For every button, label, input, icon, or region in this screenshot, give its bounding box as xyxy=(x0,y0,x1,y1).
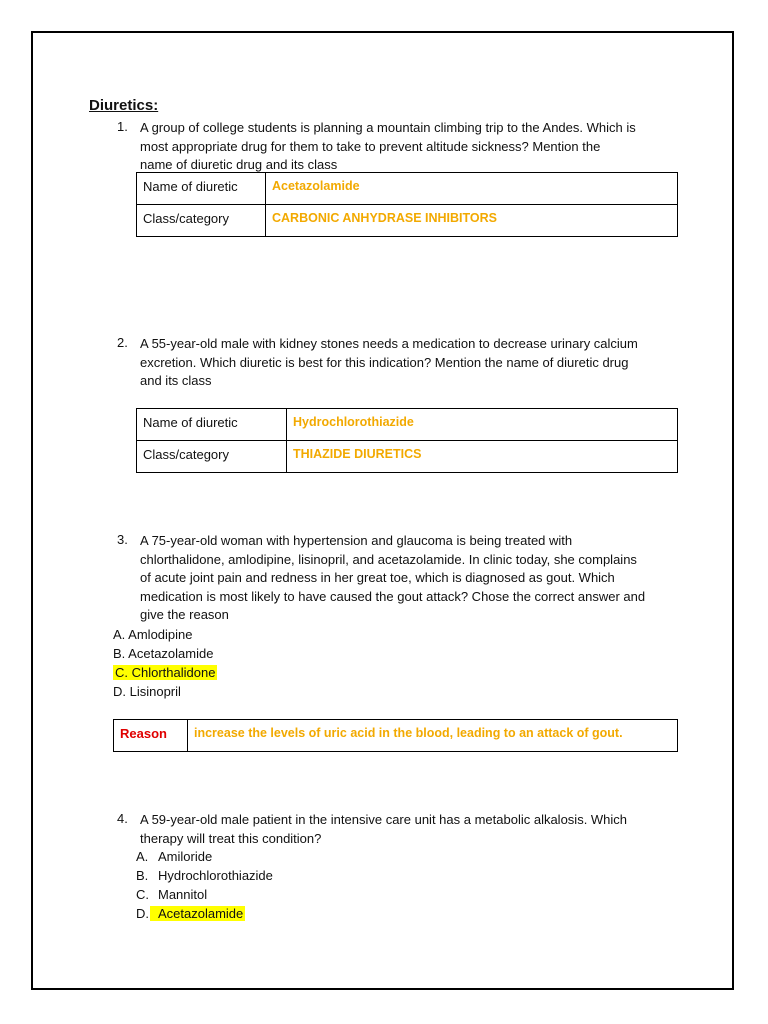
question-3-line-3: of acute joint pain and redness in her great toe, which is diagnosed as gout. Which xyxy=(140,570,615,585)
question-3-line-4: medication is most likely to have caused the gout attack? Chose the correct answer and xyxy=(140,588,646,604)
q3-option-a: A. Amlodipine xyxy=(113,627,193,642)
question-3-line-1: A 75-year-old woman with hypertension and glaucoma is being treated with xyxy=(140,533,573,548)
q3-option-b: B. Acetazolamide xyxy=(113,646,214,661)
question-2-line-3: and its class xyxy=(140,373,212,388)
question-2-line-2: excretion. Which diuretic is best for this indication? Mention the name of diuretic drug xyxy=(140,354,629,370)
q4-option-d-highlighted: Acetazolamide xyxy=(150,906,245,921)
question-3-reason-table xyxy=(113,719,678,752)
q4-option-a-letter: A. xyxy=(136,849,149,864)
q2-name-label: Name of diuretic xyxy=(137,409,287,441)
reason-text: increase the levels of uric acid in the blood, leading to an attack of gout. xyxy=(188,720,678,752)
q1-class-label: Class/category xyxy=(137,205,266,237)
q3-option-d: D. Lisinopril xyxy=(113,684,181,699)
q1-class-value: CARBONIC ANHYDRASE INHIBITORS xyxy=(266,205,678,237)
question-1-table xyxy=(136,172,678,237)
q2-name-value: Hydrochlorothiazide xyxy=(287,409,678,441)
q1-name-value: Acetazolamide xyxy=(266,173,678,205)
q1-name-label: Name of diuretic xyxy=(137,173,266,205)
question-3-line-2: chlorthalidone, amlodipine, lisinopril, and acetazolamide. In clinic today, she complains xyxy=(140,551,637,567)
question-3-text xyxy=(140,532,680,625)
q4-option-d-letter: D. xyxy=(136,906,149,921)
reason-label: Reason xyxy=(114,720,188,752)
q4-option-d-wrapper xyxy=(150,906,245,921)
question-1-line-3: name of diuretic drug and its class xyxy=(140,157,338,172)
question-3-line-5: give the reason xyxy=(140,607,229,622)
question-4-number: 4. xyxy=(117,811,128,826)
question-2-table xyxy=(136,408,678,473)
q2-class-label: Class/category xyxy=(137,441,287,473)
q3-option-c-highlighted: C. Chlorthalidone xyxy=(115,665,216,680)
question-4-line-1: A 59-year-old male patient in the intensive care unit has a metabolic alkalosis. Which xyxy=(140,812,628,827)
question-1-number: 1. xyxy=(117,119,128,134)
q4-option-b-text: Hydrochlorothiazide xyxy=(158,868,273,883)
question-1-line-2: most appropriate drug for them to take to prevent altitude sickness? Mention the xyxy=(140,138,601,154)
question-1-text xyxy=(140,119,680,175)
q2-class-value: THIAZIDE DIURETICS xyxy=(287,441,678,473)
page-title: Diuretics: xyxy=(89,97,159,114)
q3-option-c-wrapper xyxy=(113,665,217,680)
question-2-line-1: A 55-year-old male with kidney stones needs a medication to decrease urinary calcium xyxy=(140,336,638,351)
question-4-line-2: therapy will treat this condition? xyxy=(140,830,322,846)
question-1-line-1: A group of college students is planning a mountain climbing trip to the Andes. Which is xyxy=(140,120,636,135)
question-4-text xyxy=(140,811,680,848)
q4-option-c-text: Mannitol xyxy=(158,887,208,902)
question-2-text xyxy=(140,335,680,391)
q4-option-b-letter: B. xyxy=(136,868,149,883)
q4-option-c-letter: C. xyxy=(136,887,149,902)
question-3-number: 3. xyxy=(117,532,128,547)
question-2-number: 2. xyxy=(117,335,128,350)
q4-option-a-text: Amiloride xyxy=(158,849,213,864)
